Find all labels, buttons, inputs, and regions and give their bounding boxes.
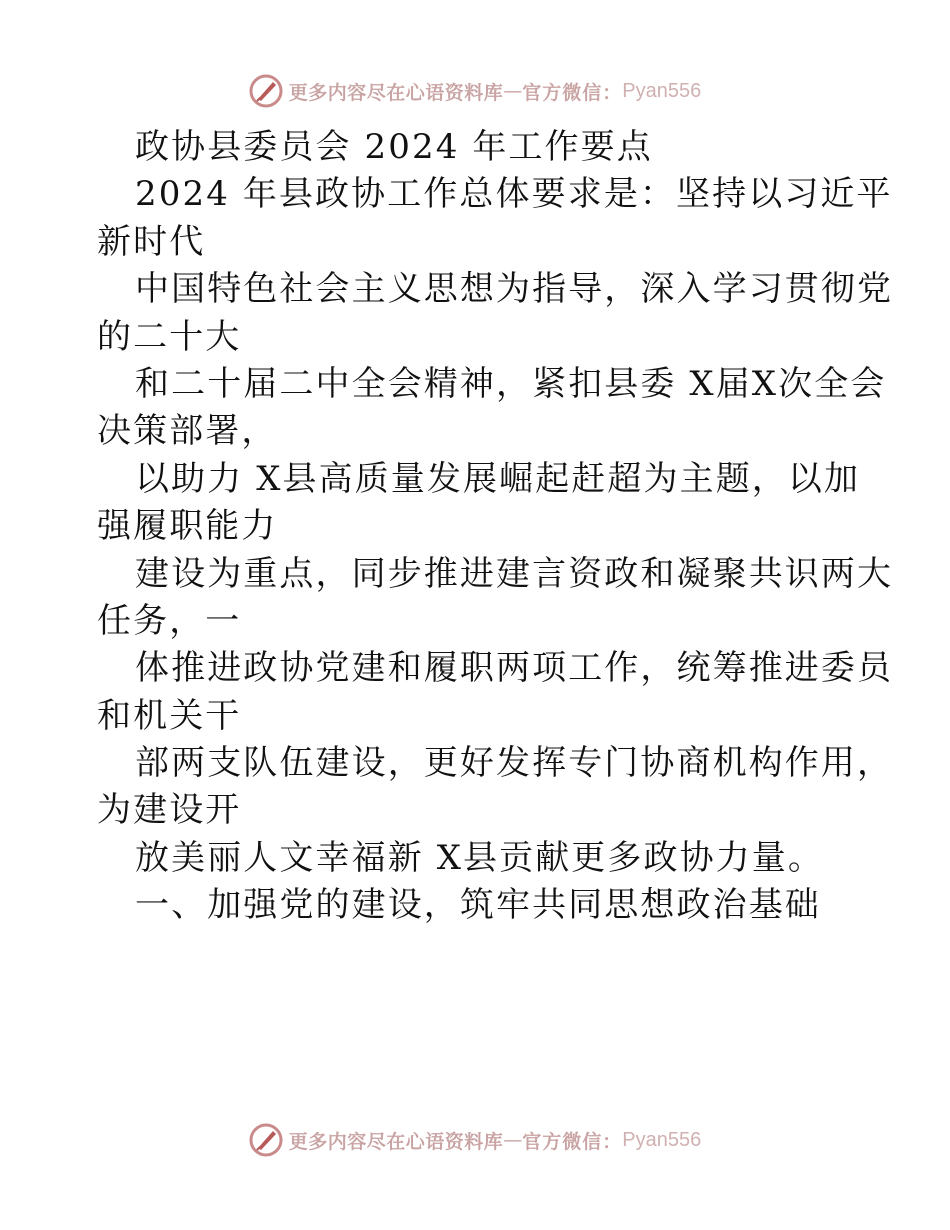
watermark-header bbox=[0, 71, 950, 111]
text-line: 体推进政协党建和履职两项工作，统筹推进委员 bbox=[135, 648, 894, 689]
watermark-dash: — bbox=[503, 80, 523, 102]
text-line: 以助力 X县高质量发展崛起赶超为主题，以加 bbox=[135, 458, 861, 499]
document-body bbox=[97, 124, 894, 930]
text-line: 建设为重点，同步推进建言资政和凝聚共识两大 bbox=[135, 553, 894, 594]
text-line: 中国特色社会主义思想为指导，深入学习贯彻党 bbox=[135, 269, 894, 310]
watermark-wechat-label: 官方微信： bbox=[522, 1130, 623, 1153]
section-heading: 一、加强党的建设，筑牢共同思想政治基础 bbox=[135, 885, 821, 926]
text-line: 和机关干 bbox=[97, 695, 242, 736]
quill-logo-icon bbox=[249, 74, 283, 108]
watermark-main-text: 更多内容尽在心语资料库 bbox=[288, 1130, 504, 1153]
text-line: 部两支队伍建设，更好发挥专门协商机构作用， bbox=[135, 743, 894, 784]
watermark-footer bbox=[0, 1120, 950, 1160]
text-line: 2024 年县政协工作总体要求是：坚持以习近平 bbox=[135, 174, 893, 215]
text-line: 新时代 bbox=[97, 221, 206, 262]
text-line: 强履职能力 bbox=[97, 506, 278, 547]
watermark-wechat-id: Pyan556 bbox=[622, 1128, 702, 1151]
watermark-wechat-id: Pyan556 bbox=[622, 79, 702, 102]
text-line: 放美丽人文幸福新 X县贡献更多政协力量。 bbox=[135, 837, 825, 878]
quill-logo-icon bbox=[249, 1123, 283, 1157]
text-line: 为建设开 bbox=[97, 790, 242, 831]
text-line: 和二十届二中全会精神，紧扣县委 X届X次全会 bbox=[135, 363, 887, 404]
document-title: 政协县委员会 2024 年工作要点 bbox=[135, 127, 653, 167]
watermark-wechat-label: 官方微信： bbox=[522, 81, 623, 104]
text-line: 的二十大 bbox=[97, 316, 242, 357]
text-line: 任务，一 bbox=[97, 600, 242, 641]
watermark-main-text: 更多内容尽在心语资料库 bbox=[288, 81, 504, 104]
watermark-dash: — bbox=[503, 1129, 523, 1151]
text-line: 决策部署， bbox=[97, 411, 278, 452]
